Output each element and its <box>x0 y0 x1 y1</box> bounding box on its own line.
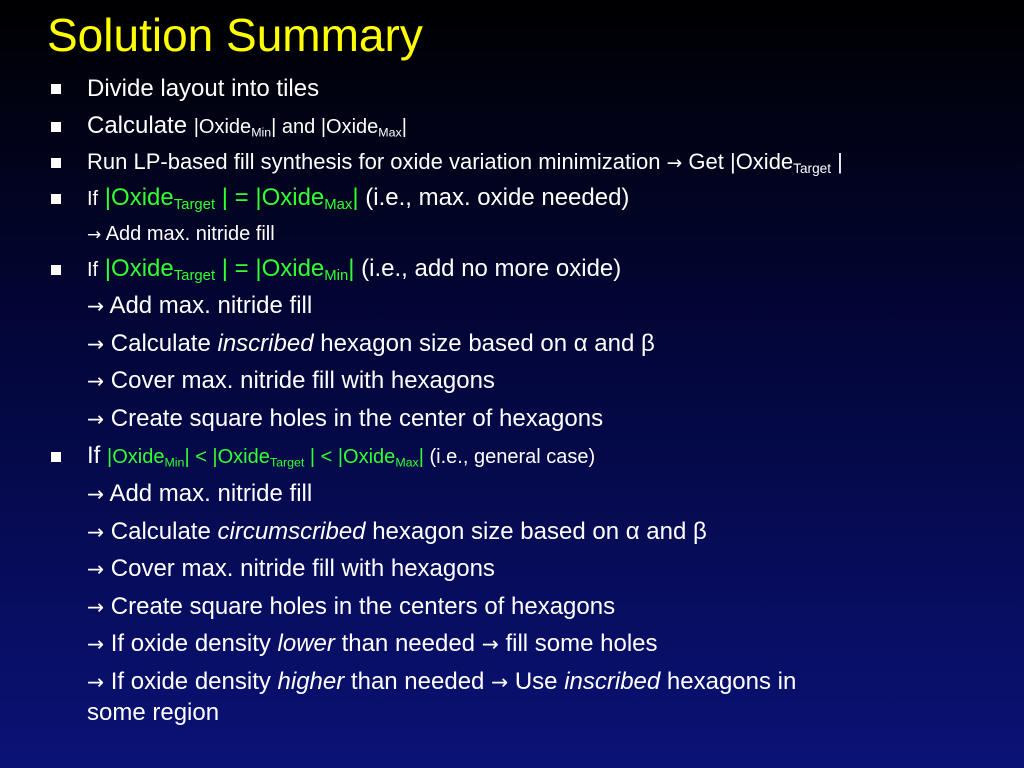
square-bullet-icon <box>51 84 61 94</box>
right-arrow-icon: → <box>87 407 105 431</box>
right-arrow-icon: → <box>87 632 105 656</box>
right-arrow-icon: → <box>87 482 105 506</box>
square-bullet-icon <box>51 452 61 462</box>
bullet-if-general: If |Oxide$_{Min}$| < |Oxide$_{Target}$ | < |Oxide$_{Max}$| (i.e., general case) <box>87 442 596 470</box>
bullet-divide-layout: Divide layout into tiles <box>87 75 320 102</box>
square-bullet-icon <box>51 194 61 204</box>
right-arrow-icon: → <box>87 225 102 245</box>
sub-square-holes: → Create square holes in the center of hexagons <box>87 405 604 432</box>
sub-calculate-circumscribed: → Calculate circumscribed hexagon size based on α and β <box>87 518 707 545</box>
sub-add-max-nitride: → Add max. nitride fill <box>87 223 275 245</box>
sub-cover-hexagons: → Cover max. nitride fill with hexagons <box>87 367 495 394</box>
sub-calculate-inscribed: → Calculate inscribed hexagon size based on α and β <box>87 330 655 357</box>
right-arrow-icon: → <box>87 670 105 694</box>
right-arrow-icon: → <box>87 294 105 318</box>
right-arrow-icon: → <box>481 632 499 656</box>
bullet-if-min: If |Oxide$_{Target}$ | = |Oxide$_{Min}$| (i.e., add no more oxide) <box>87 255 622 285</box>
right-arrow-icon: → <box>87 520 105 544</box>
square-bullet-icon <box>51 158 61 168</box>
bullet-calculate-oxide: Calculate |Oxide$_{Min}$| and |Oxide$_{Max}$| <box>87 112 407 140</box>
bullet-if-max: If |Oxide$_{Target}$ | = |Oxide$_{Max}$| (i.e., max. oxide needed) <box>87 184 630 214</box>
bullet-run-lp: Run LP-based fill synthesis for oxide variation minimization → Get |Oxide$_{Target}$ | <box>87 149 843 176</box>
sub-square-holes-centers: → Create square holes in the centers of hexagons <box>87 593 616 620</box>
slide-title: Solution Summary <box>47 9 423 61</box>
square-bullet-icon <box>51 265 61 275</box>
right-arrow-icon: → <box>666 153 683 174</box>
right-arrow-icon: → <box>87 557 105 581</box>
sub-cover-hexagons: → Cover max. nitride fill with hexagons <box>87 555 495 582</box>
sub-density-lower: → If oxide density lower than needed → fill some holes <box>87 630 658 657</box>
sub-add-max-nitride: → Add max. nitride fill <box>87 480 313 507</box>
sub-density-higher: → If oxide density higher than needed → Use inscribed hexagons in <box>87 668 797 695</box>
right-arrow-icon: → <box>87 369 105 393</box>
sub-add-max-nitride: → Add max. nitride fill <box>87 292 313 319</box>
right-arrow-icon: → <box>87 595 105 619</box>
right-arrow-icon: → <box>87 332 105 356</box>
square-bullet-icon <box>51 122 61 132</box>
sub-density-higher-cont: some region <box>87 699 220 726</box>
right-arrow-icon: → <box>491 670 509 694</box>
